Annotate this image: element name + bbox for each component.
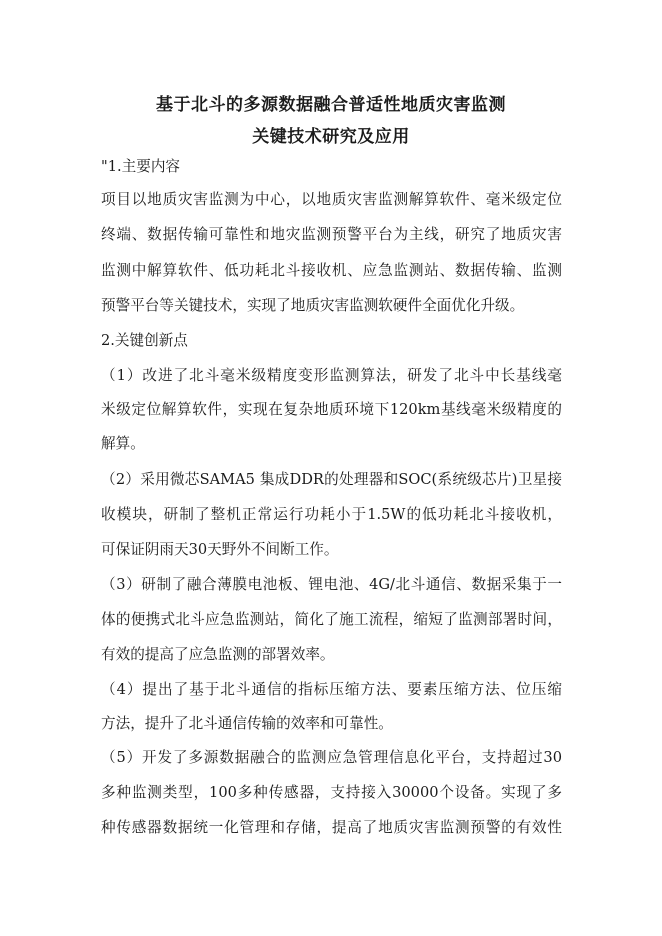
item-1-line-2: 米级定位解算软件，实现在复杂地质环境下120km基线毫米级精度的 <box>101 401 562 418</box>
item-2-line-1: （2）采用微芯SAMA5 集成DDR的处理器和SOC(系统级芯片)卫星接 <box>101 471 562 488</box>
document-title-line-2: 关键技术研究及应用 <box>252 127 410 147</box>
item-3-line-2: 体的便携式北斗应急监测站，简化了施工流程，缩短了监测部署时间， <box>101 611 562 628</box>
item-5-line-3: 种传感器数据统一化管理和存储，提高了地质灾害监测预警的有效性 <box>101 819 562 836</box>
section-1-line-1: 项目以地质灾害监测为中心，以地质灾害监测解算软件、毫米级定位 <box>101 191 562 208</box>
item-2-line-3: 可保证阴雨天30天野外不间断工作。 <box>101 541 339 558</box>
section-2-heading: 2.关键创新点 <box>101 332 188 349</box>
item-2-line-2: 收模块，研制了整机正常运行功耗小于1.5W的低功耗北斗接收机， <box>101 506 562 523</box>
section-1-line-2: 终端、数据传输可靠性和地灾监测预警平台为主线，研究了地质灾害 <box>101 226 562 243</box>
item-5-line-1: （5）开发了多源数据融合的监测应急管理信息化平台，支持超过30 <box>101 749 562 766</box>
item-1-line-1: （1）改进了北斗毫米级精度变形监测算法，研发了北斗中长基线毫 <box>101 367 562 384</box>
item-5-line-2: 多种监测类型，100多种传感器，支持接入30000个设备。实现了多 <box>101 784 562 801</box>
item-3-line-1: （3）研制了融合薄膜电池板、锂电池、4G/北斗通信、数据采集于一 <box>101 576 562 593</box>
item-4-line-2: 方法，提升了北斗通信传输的效率和可靠性。 <box>101 715 393 732</box>
item-4-line-1: （4）提出了基于北斗通信的指标压缩方法、要素压缩方法、位压缩 <box>101 681 562 698</box>
section-1-line-4: 预警平台等关键技术，实现了地质灾害监测软硬件全面优化升级。 <box>101 297 525 314</box>
document-title-line-1: 基于北斗的多源数据融合普适性地质灾害监测 <box>156 95 506 115</box>
section-1-heading: "1.主要内容 <box>101 158 181 175</box>
item-1-line-3: 解算。 <box>101 435 145 452</box>
item-3-line-3: 有效的提高了应急监测的部署效率。 <box>101 646 335 663</box>
section-1-line-3: 监测中解算软件、低功耗北斗接收机、应急监测站、数据传输、监测 <box>101 262 562 279</box>
